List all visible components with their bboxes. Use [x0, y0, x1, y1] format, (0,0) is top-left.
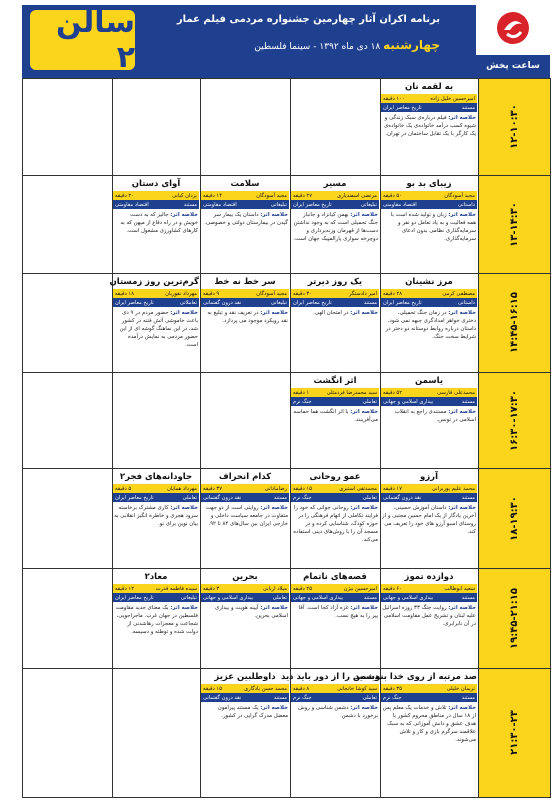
summary-label: خلاصه اثر: [350, 409, 378, 415]
director-bar [201, 289, 289, 298]
column-divider [550, 78, 551, 798]
film-title: به لقمه نان [404, 82, 454, 92]
time-label: ۲۱:۳۰-۲۳ [508, 710, 520, 755]
film-cell [201, 177, 289, 227]
duration: ۳۵ دقیقه [383, 685, 402, 692]
film-cell [201, 570, 289, 620]
director-bar [381, 191, 477, 200]
summary-text: حضور مردم در ۹ دی باعث خاموشی آتش فتنه در کشور شد، در این نماهنگ گوشه ای از این حضور مردمی به نمایش درآمده است. [119, 310, 198, 348]
summary-text: یک مستند پیرامون معضل مدرک گرایی در کشور. [217, 705, 288, 719]
director-bar [381, 388, 477, 397]
summary-label: خلاصه اثر: [260, 605, 288, 611]
director: مرتضی اسفندیاری [337, 192, 377, 199]
category-bar [201, 593, 289, 602]
film-summary [291, 307, 379, 317]
film-cell [381, 275, 477, 341]
summary-label: خلاصه اثر: [448, 409, 476, 415]
director: تریمان خلیلی [446, 685, 475, 692]
summary-label: خلاصه اثر: [350, 310, 378, 316]
format: تبلیغاتی [360, 201, 377, 208]
category-bar [291, 200, 379, 209]
duration: ۲۰ دقیقه [115, 192, 134, 199]
film-summary [381, 702, 477, 744]
director: محمد علیم پوربرانی [431, 485, 475, 492]
film-summary [201, 502, 289, 528]
category-bar [291, 493, 379, 502]
film-title: مرز نشینان [405, 277, 453, 287]
subject: اقتصاد مقاومتی [115, 201, 149, 208]
film-summary [291, 502, 379, 544]
summary-label: خلاصه اثر: [448, 605, 476, 611]
director: امیرحسین خلیل زاده [430, 95, 475, 102]
format: تبلیغاتی [270, 299, 287, 306]
time-slot [478, 273, 550, 372]
time-slot [478, 568, 550, 668]
subject: تاریخ معاصر ایران [383, 104, 422, 111]
film-summary [381, 406, 477, 424]
format: مستند [461, 398, 475, 405]
category-bar [113, 200, 199, 209]
director: یزدان کیانی [172, 192, 197, 199]
film-cell [291, 374, 379, 424]
time-slot [478, 468, 550, 568]
film-cell [291, 275, 379, 317]
film-title: آرزو [420, 472, 438, 482]
summary-text: با اثر انگشت هما حماسه می‌آفرینند. [293, 409, 378, 423]
format: تعاملی [362, 398, 377, 405]
time-label: ۱۸-۱۹:۳۰ [508, 495, 520, 541]
film-cell [201, 275, 289, 325]
summary-text: جالیز که به دست خویش و در راه دفاع از میهن که به کارهای کشاورزی مشغول است. [120, 212, 198, 234]
row-divider [22, 273, 550, 274]
duration: ۵ دقیقه [115, 485, 132, 492]
duration: ۱ دقیقه [293, 389, 310, 396]
subject: نقد درون گفتمانی [203, 494, 242, 501]
category-bar [113, 298, 199, 307]
duration: ۳۷ دقیقه [203, 485, 222, 492]
director: مصطفی کرمی [442, 290, 475, 297]
director-bar [291, 584, 379, 593]
duration: ۶۰ دقیقه [383, 585, 402, 592]
director-bar [113, 584, 199, 593]
duration: ۵۰ دقیقه [383, 192, 402, 199]
film-summary [381, 209, 477, 243]
time-slot [478, 78, 550, 175]
subject: جنگ نرم [383, 694, 402, 701]
duration: ۱۰۰ دقیقه [383, 95, 405, 102]
row-divider [22, 468, 550, 469]
summary-text: کاری مشترک برخاسته سرود هجری و خاطره انگیز انقلابی به بیان نوین برای نو. [114, 505, 198, 527]
subject: بیداری اسلامی و جهانی [383, 594, 434, 601]
film-summary [291, 602, 379, 620]
duration: ۱۲ دقیقه [115, 585, 134, 592]
director-bar [291, 289, 379, 298]
summary-text: روایتی است از دو جهت متفاوت در جامعه سیاست داخلی و خارجی ایران بین سال‌های ۸۴ تا ۹۲. [205, 505, 288, 527]
director-bar [381, 684, 477, 693]
subject: تاریخ معاصر ایران [115, 494, 154, 501]
director: سعید ابوطالب [444, 585, 475, 592]
summary-text: در امتحان الهی. [313, 310, 349, 316]
director: مهرداد نفوریان [165, 290, 197, 297]
film-title: دشمن را از دور باید دید [281, 672, 379, 682]
category-bar [201, 693, 289, 702]
category-bar [381, 693, 477, 702]
subject: نقد درون گفتمانی [203, 299, 242, 306]
film-summary [381, 112, 477, 138]
category-bar [291, 397, 379, 406]
film-cell [381, 470, 477, 536]
summary-text: یک معنای جدید مقاومت فلسطین در جهان غرب. ماجراجویی، شجاعت و معجزات رهاشدنی از دولت شده و توطئه و دسیسه. [115, 605, 198, 635]
director: سیده فاطمه قدرت [155, 585, 197, 592]
category-bar [381, 397, 477, 406]
film-cell [281, 670, 379, 720]
film-cell [113, 470, 199, 528]
film-summary [201, 209, 289, 227]
subject: بیداری اسلامی و جهانی [383, 398, 434, 405]
film-title: آوای دستان [131, 179, 181, 189]
duration: ۸ دقیقه [293, 685, 310, 692]
summary-label: خلاصه اثر: [260, 310, 288, 316]
format: تعاملی [182, 494, 197, 501]
film-cell [381, 177, 477, 243]
summary-label: خلاصه اثر: [260, 705, 288, 711]
film-title: صد مرتبه از روی خدا بنویسید [354, 672, 477, 682]
summary-text: تلاش و خدمات یک معلم پس از ۱۸ سال در مناطق محروم کشور با هدف عشق و دانش آموزانی که به سبک علاقمند سرگرم بازی و کار و تلاش می‌شوند. [382, 705, 476, 743]
director: مجید آسودگان [444, 192, 475, 199]
format: مستند [273, 694, 287, 701]
film-summary [201, 602, 289, 620]
film-cell [381, 570, 477, 628]
column-divider [22, 78, 23, 798]
film-title: معاد۲ [144, 572, 168, 582]
format: مستند [461, 594, 475, 601]
film-title: جاودانه‌های فجر۲ [119, 472, 193, 482]
director-bar [113, 191, 199, 200]
duration: ۱۴ دقیقه [203, 192, 222, 199]
subject: جنگ نرم [293, 694, 312, 701]
film-summary [113, 307, 199, 349]
duration: ۳ دقیقه [203, 585, 220, 592]
subject: نقد درون گفتمانی [383, 494, 422, 501]
subject: تاریخ معاصر ایران [115, 299, 154, 306]
category-bar [381, 493, 477, 502]
summary-label: خلاصه اثر: [170, 605, 198, 611]
row-divider [22, 175, 550, 176]
category-bar [291, 298, 379, 307]
director-bar [201, 684, 289, 693]
summary-text: داستان یک بیمار سر گیدن در بیمارستان دولتی و خصوصی. [204, 212, 288, 226]
film-title: بحرین [232, 572, 258, 582]
director: محمدتقی استیری [339, 485, 377, 492]
format: تعاملی [362, 494, 377, 501]
column-divider [478, 78, 479, 798]
summary-text: زبان و تولید شده است با همه فعالیت و به یاد تعامل دو نفر و سرمایه‌گذاری نظامی بدون ادعای سرمایه‌گذاری. [390, 212, 476, 242]
film-cell [201, 470, 289, 528]
category-bar [381, 593, 477, 602]
summary-label: خلاصه اثر: [448, 310, 476, 316]
director: مهرداد همایان [167, 485, 197, 492]
subject: جنگ نرم [293, 398, 312, 405]
duration: ۵۲ دقیقه [383, 389, 402, 396]
festival-logo-icon [495, 10, 531, 46]
summary-label: خلاصه اثر: [170, 212, 198, 218]
summary-text: فیلم درباره‌ی سبک زندگی و شیوه کسب درآمد خانواده‌ی یک خانواده‌ی یک کارگر با یک تقابل ساختمان در تهران. [384, 115, 476, 137]
category-bar [381, 298, 477, 307]
film-title: قصه‌های ناتمام [303, 572, 367, 582]
director: سید محمدرضا فردمثلی [326, 389, 377, 396]
summary-text: مستندی راجع به انقلاب اسلامی در تونس. [394, 409, 476, 423]
film-title: سلامت [230, 179, 260, 189]
summary-text: دشمن شناسی و روش برخورد با دشمن. [298, 705, 378, 719]
film-summary [291, 209, 379, 243]
summary-label: خلاصه اثر: [448, 115, 476, 121]
category-bar [201, 493, 289, 502]
director: رضامادانی [264, 485, 287, 492]
format: داستانی [457, 299, 475, 306]
summary-text: روحانی جوانی که خود را فرایند تکاملی از اتهام فرهنگی را در حوزه کودک، شناسایی کرده و در مسجد آن را با روش‌های دینی استفاده می‌کند. [293, 505, 378, 543]
subject: نقد درون گفتمانی [203, 694, 242, 701]
film-cell [291, 470, 379, 544]
film-summary [291, 406, 379, 424]
director-bar [381, 484, 477, 493]
subject: بیداری اسلامی و جهانی [293, 594, 344, 601]
row-divider [22, 78, 550, 79]
film-summary [381, 502, 477, 536]
film-title: گرم‌ترین روز زمستان [109, 277, 199, 287]
film-title: عمو روحانی [309, 472, 361, 482]
director: مجید آسودگان [256, 290, 287, 297]
director: محمد حسن یادگاری [244, 685, 287, 692]
format: تعاملی [272, 594, 287, 601]
format: مستند [363, 299, 377, 306]
summary-text: در تعریف نقد و تبلیغ به نقد رویکرد موجود می پردازد. [207, 310, 288, 324]
director: امیر دادستگر [349, 290, 377, 297]
film-title: یک روز دیرتر [307, 277, 363, 287]
film-cell [109, 275, 199, 349]
film-cell [291, 570, 379, 620]
summary-label: خلاصه اثر: [260, 212, 288, 218]
category-bar [201, 298, 289, 307]
director-bar [291, 191, 379, 200]
film-title: مسیر [323, 179, 347, 189]
time-slot [478, 372, 550, 468]
director-bar [381, 584, 477, 593]
format: تعاملاتی [179, 299, 197, 306]
summary-label: خلاصه اثر: [350, 212, 378, 218]
format: مستند [461, 694, 475, 701]
director-bar [291, 684, 379, 693]
format: تبلیغاتی [270, 201, 287, 208]
film-summary [381, 602, 477, 628]
director: مجید آسودگان [256, 192, 287, 199]
film-title: زیبای بد بو [406, 179, 452, 189]
page-title: برنامه اکران آثار چهارمین جشنواره مردمی فیلم عمار [176, 14, 440, 25]
category-bar [113, 593, 199, 602]
time-label: ۱۹:۴۵-۲۱:۱۵ [508, 587, 520, 649]
summary-label: خلاصه اثر: [350, 505, 378, 511]
film-summary [291, 702, 379, 720]
row-divider [22, 668, 550, 669]
time-label: ۱۴:۴۵-۱۶:۱۵ [508, 292, 520, 353]
summary-text: بهمن کیانزاد و جانباز جنگ تحمیلی است که به وجود نداشتن دست‌ها از قهرمان وزنه‌برداری و دوچرخه سواری پارالمپیک جهان است. [293, 212, 378, 242]
summary-label: خلاصه اثر: [448, 505, 476, 511]
summary-text: روایت جنگ ۳۳ روزه اسرائیل علیه لبنان و تشریح عمل مقاومت اسلامی در آن نابرابری. [382, 605, 476, 627]
film-cell [381, 374, 477, 424]
time-slot [478, 668, 550, 797]
format: مستند [363, 594, 377, 601]
format: مستند [461, 494, 475, 501]
duration: ۱۵ دقیقه [293, 485, 312, 492]
category-bar [291, 693, 379, 702]
format: داستانی [457, 201, 475, 208]
director-bar [291, 484, 379, 493]
duration: ۱۵ دقیقه [203, 685, 222, 692]
category-bar [201, 200, 289, 209]
grid-bottom-line [22, 797, 550, 798]
film-title: سر خط نه خط [214, 277, 276, 287]
summary-text: غزه آزاد کجا است. آقا پیر را به هیچ نسب. [298, 605, 378, 619]
duration: ۱۷ دقیقه [383, 485, 402, 492]
summary-label: خلاصه اثر: [170, 310, 198, 316]
director-bar [113, 289, 199, 298]
date-cinema: ۱۸ دی ماه ۱۳۹۲ - سینما فلسطین [254, 42, 381, 52]
duration: ۱۸ دقیقه [115, 290, 134, 297]
film-title: کدام انحراف [218, 472, 272, 482]
film-summary [113, 209, 199, 235]
summary-label: خلاصه اثر: [260, 505, 288, 511]
film-cell [113, 570, 199, 636]
subject: تاریخ معاصر ایران [293, 201, 332, 208]
director: میلاد اربابی [262, 585, 287, 592]
weekday: چهارشنبه [383, 38, 440, 52]
director-bar [113, 484, 199, 493]
row-divider [22, 568, 550, 569]
director-bar [201, 191, 289, 200]
director: محمدعلی فارسی [437, 389, 475, 396]
duration: ۲۷ دقیقه [293, 192, 312, 199]
director: امیرحسین بیژن [343, 585, 377, 592]
subject: بیداری اسلامی و جهانی [203, 594, 254, 601]
duration: ۲۸ دقیقه [383, 290, 402, 297]
subject: اقتصاد مقاومتی [203, 201, 237, 208]
summary-text: در زمان جنگ تحمیلی، دختری خواهر امدادگری جبهه نمی شود. داستان درباره روابط دوستانه دو دختر در شرایط سخت جنگ. [385, 310, 476, 340]
subject: تاریخ معاصر ایران [383, 299, 422, 306]
subject: اقتصاد مقاومتی [383, 201, 417, 208]
hall-badge [30, 5, 135, 75]
summary-label: خلاصه اثر: [170, 505, 198, 511]
category-bar [291, 593, 379, 602]
subject: جنگ نرم [293, 494, 312, 501]
summary-label: خلاصه اثر: [448, 212, 476, 218]
format: مستند [183, 201, 197, 208]
format: تعاملی [362, 694, 377, 701]
time-label: ۱۶:۳۰-۱۷:۳۰ [508, 389, 520, 451]
film-summary [113, 502, 199, 528]
director-bar [201, 484, 289, 493]
film-title: دوازده تموز [404, 572, 454, 582]
film-cell [381, 80, 477, 138]
subject: تاریخ معاصر ایران [293, 299, 332, 306]
film-cell [113, 177, 199, 235]
film-cell [291, 177, 379, 243]
summary-label: خلاصه اثر: [350, 605, 378, 611]
director-bar [381, 289, 477, 298]
director-bar [291, 388, 379, 397]
date-line [150, 38, 440, 52]
summary-text: داستان آموزش حسینی، آخرین یادگار از یک امام حسین مجتبی و از روستای اسبو آرزو های خود را تعریف می کند. [382, 505, 476, 535]
slot-header: ساعت پخش [476, 55, 550, 78]
category-bar [381, 103, 477, 112]
duration: ۹ دقیقه [203, 290, 220, 297]
director-bar [201, 584, 289, 593]
film-title: یاسمن [414, 376, 444, 386]
format: مستند [461, 104, 475, 111]
film-title: اثر انگشت [313, 376, 357, 386]
row-divider [22, 372, 550, 373]
category-bar [113, 493, 199, 502]
director: سید کوشا خانجانی [337, 685, 377, 692]
film-summary [201, 307, 289, 325]
format: تبلیغاتی [180, 594, 197, 601]
film-summary [201, 702, 289, 720]
subject: تاریخ معاصر ایران [115, 594, 154, 601]
summary-label: خلاصه اثر: [350, 705, 378, 711]
summary-text: آیینه هویت و بیداری اسلامی بحرین. [214, 605, 288, 619]
time-label: ۱۲-۱۰:۳۰ [508, 104, 520, 149]
film-summary [113, 602, 199, 636]
format: مستند [273, 494, 287, 501]
time-slot [478, 175, 550, 273]
film-summary [381, 307, 477, 341]
film-title: داوطلبین عزیز [214, 672, 276, 682]
duration: ۲۵ دقیقه [293, 585, 312, 592]
hall-label: سالن ۲ [55, 5, 135, 75]
duration: ۳۰ دقیقه [293, 290, 312, 297]
director-bar [381, 94, 477, 103]
category-bar [381, 200, 477, 209]
film-cell [201, 670, 289, 720]
summary-label: خلاصه اثر: [448, 705, 476, 711]
time-label: ۱۳-۱۴:۳۰ [508, 201, 520, 247]
